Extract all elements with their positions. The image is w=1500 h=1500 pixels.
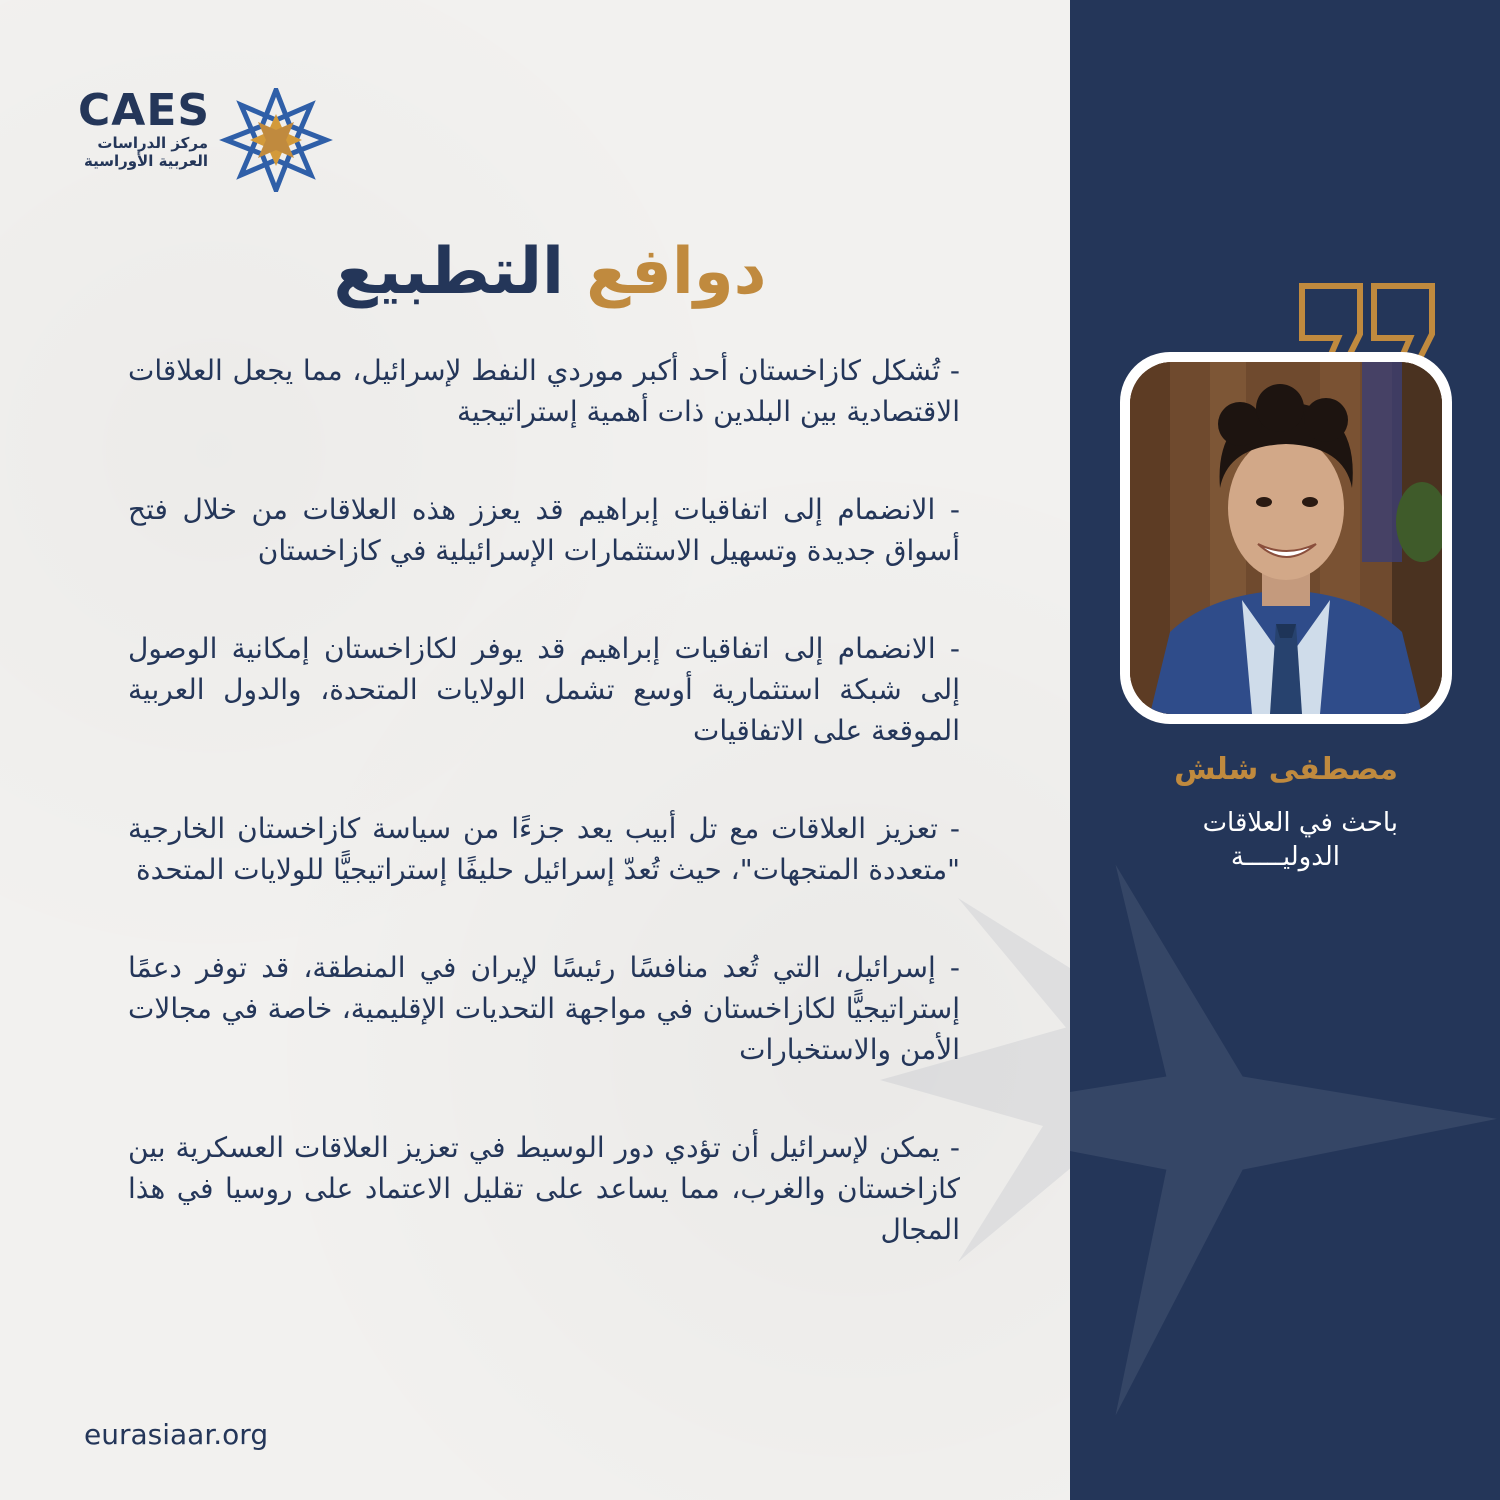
article-body xyxy=(128,350,960,1307)
title-word-gold: دوافع xyxy=(586,235,767,309)
portrait-illustration xyxy=(1130,362,1442,714)
logo-arabic-line1: مركز الدراسات xyxy=(97,134,208,152)
person-role xyxy=(1110,806,1398,874)
caes-logo[interactable] xyxy=(78,85,340,192)
logo-acronym: CAES xyxy=(78,85,211,136)
portrait-frame xyxy=(1120,352,1452,724)
paragraph-1: - تُشكل كازاخستان أحد أكبر موردي النفط لإسرائيل، مما يجعل العلاقات الاقتصادية بين البلدين ذات أهمية إستراتيجية xyxy=(128,354,960,428)
website-link[interactable]: eurasiaar.org xyxy=(84,1418,269,1451)
paragraph-6: - يمكن لإسرائيل أن تؤدي دور الوسيط في تعزيز العلاقات العسكرية بين كازاخستان والغرب، مما يساعد على تقليل الاعتماد على روسيا في هذا المجال xyxy=(128,1131,960,1246)
portrait-photo xyxy=(1130,362,1442,714)
paragraph-4: - تعزيز العلاقات مع تل أبيب يعد جزءًا من سياسة كازاخستان الخارجية "متعددة المتجهات"، حيث تُعدّ إسرائيل حليفًا إستراتيجيًّا للولايات المتحدة xyxy=(128,812,960,886)
person-name: مصطفى شلش xyxy=(1174,752,1398,787)
logo-arabic-line2: العربية الأوراسية xyxy=(83,152,208,170)
sidebar-star-watermark-icon xyxy=(1070,780,1500,1500)
paragraph-2: - الانضمام إلى اتفاقيات إبراهيم قد يعزز هذه العلاقات من خلال فتح أسواق جديدة وتسهيل الاستثمارات الإسرائيلية في كازاخستان xyxy=(128,493,960,567)
paragraph-5: - إسرائيل، التي تُعد منافسًا رئيسًا لإيران في المنطقة، قد توفر دعمًا إستراتيجيًّا لكازاخستان في مواجهة التحديات الإقليمية، خاصة في مجالات الأمن والاستخبارات xyxy=(128,951,960,1066)
title-word-navy: التطبيع xyxy=(333,235,564,309)
logo-text xyxy=(78,85,211,170)
paragraph-3: - الانضمام إلى اتفاقيات إبراهيم قد يوفر لكازاخستان إمكانية الوصول إلى شبكة استثمارية أوسع تشمل الولايات المتحدة، والدول العربية الموقعة على الاتفاقيات xyxy=(128,632,960,747)
page-title xyxy=(240,222,860,322)
eight-point-star-icon xyxy=(216,88,336,192)
person-role-line1: باحث في العلاقات xyxy=(1202,808,1398,838)
person-role-line2: الدوليـــــة xyxy=(1230,842,1340,872)
